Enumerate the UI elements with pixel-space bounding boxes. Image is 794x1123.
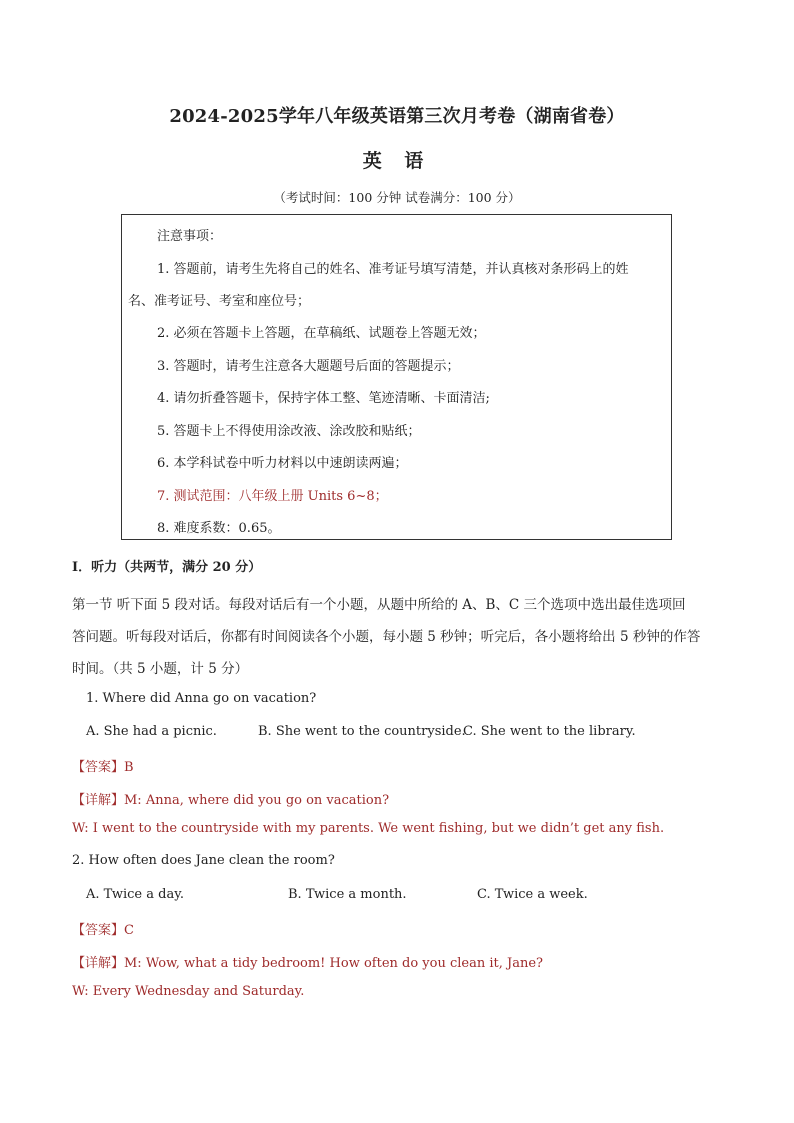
option-a: A. Twice a day. xyxy=(86,887,184,902)
notice-line: 8. 难度系数：0.65。 xyxy=(157,521,281,536)
answer-label: 【答案】C xyxy=(72,923,134,938)
detail-line: 【详解】M: Wow, what a tidy bedroom! How often do you clean it, Jane? xyxy=(72,956,544,971)
notice-line: 4. 请勿折叠答题卡，保持字体工整、笔迹清晰、卡面清洁; xyxy=(157,391,490,406)
detail-line: 【详解】M: Anna, where did you go on vacation? xyxy=(72,793,390,808)
notice-line: 5. 答题卡上不得使用涂改液、涂改胶和贴纸； xyxy=(157,424,421,439)
notice-line: 2. 必须在答题卡上答题，在草稿纸、试题卷上答题无效； xyxy=(157,326,486,341)
section-heading: I．听力（共两节，满分 20 分） xyxy=(72,560,262,575)
notice-box xyxy=(121,214,672,540)
option-b: B. She went to the countryside. xyxy=(258,724,466,739)
detail-line: W: I went to the countryside with my parents. We went fishing, but we didn’t get any fish. xyxy=(72,821,665,836)
notice-heading: 注意事项： xyxy=(157,229,223,244)
notice-line: 名、准考证号、考室和座位号； xyxy=(128,294,311,309)
section-intro-line: 第一节 听下面 5 段对话。每段对话后有一个小题，从题中所给的 A、B、C 三个选项中选出最佳选项回 xyxy=(72,597,686,613)
notice-line: 1. 答题前，请考生先将自己的姓名、准考证号填写清楚，并认真核对条形码上的姓 xyxy=(157,262,629,277)
answer-label: 【答案】B xyxy=(72,760,134,775)
notice-line: 6. 本学科试卷中听力材料以中速朗读两遍； xyxy=(157,456,408,471)
option-b: B. Twice a month. xyxy=(288,887,407,902)
section-intro-line: 时间。（共 5 小题，计 5 分） xyxy=(72,661,249,677)
section-intro-line: 答问题。听每段对话后，你都有时间阅读各个小题，每小题 5 秒钟；听完后，各小题将给出 5 秒钟的作答 xyxy=(72,629,701,645)
option-c: C. She went to the library. xyxy=(463,724,636,739)
option-c: C. Twice a week. xyxy=(477,887,588,902)
question-stem: 1. Where did Anna go on vacation? xyxy=(86,691,317,706)
question-stem: 2. How often does Jane clean the room? xyxy=(72,853,335,868)
notice-line: 3. 答题时，请考生注意各大题题号后面的答题提示； xyxy=(157,359,460,374)
exam-title: 2024-2025学年八年级英语第三次月考卷（湖南省卷） xyxy=(169,106,625,127)
notice-line-scope: 7. 测试范围：八年级上册 Units 6~8； xyxy=(157,489,388,504)
exam-meta: （考试时间：100 分钟 试卷满分：100 分） xyxy=(273,190,521,205)
option-a: A. She had a picnic. xyxy=(86,724,217,739)
detail-line: W: Every Wednesday and Saturday. xyxy=(72,984,305,999)
subject-title: 英 语 xyxy=(362,150,432,172)
